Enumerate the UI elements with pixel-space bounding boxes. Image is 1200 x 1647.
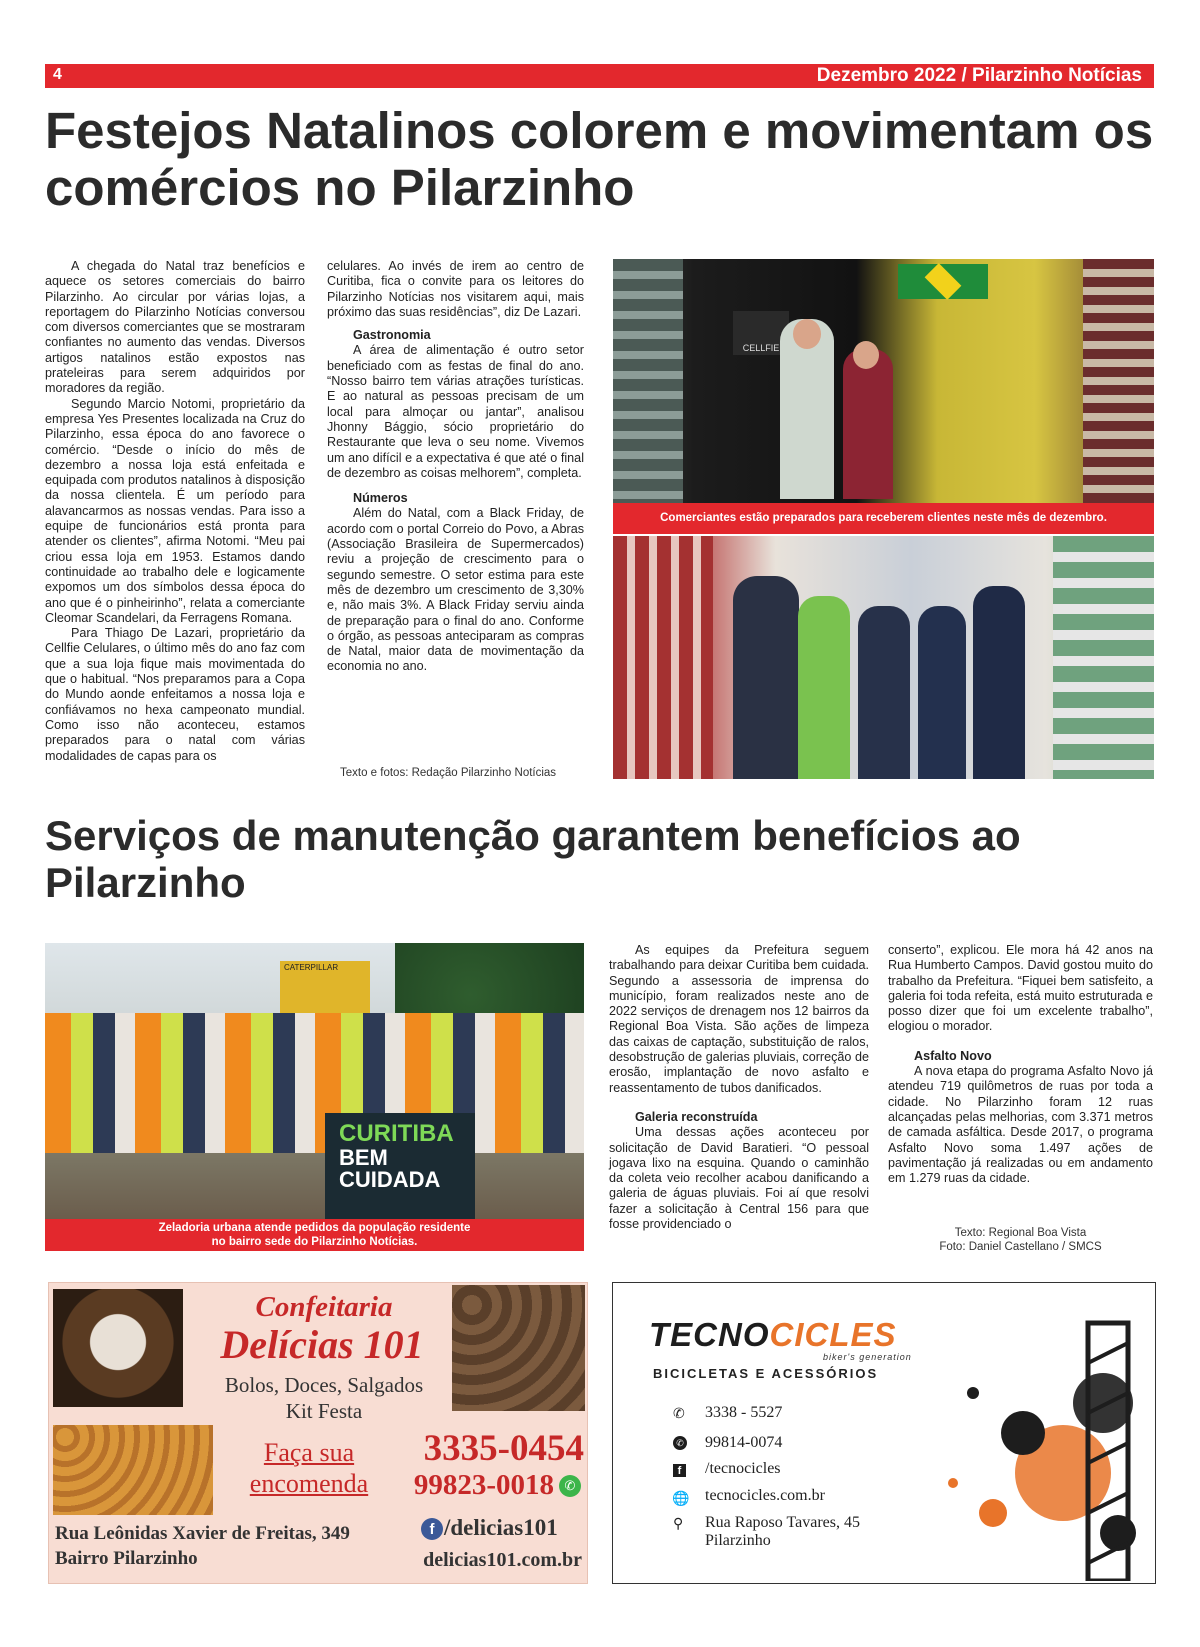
article2-credit: [888, 1226, 1153, 1254]
article1-paragraph: Segundo Marcio Notomi, proprietário da empresa Yes Presentes localizada na Cruz do Pilarzinho, essa época do ano favorece o comércio. “Desde o início do mês de dezembro a nossa loja está enfeitada e equipada com produtos natalinos à disposição da nossa clientela. É um período para alavancarmos as nossas vendas. Para isso a equipe de funcionários está pronta para atender os clientes”, afirma Notomi. “Meu pai criou essa loja em 1953. Estamos dando continuidade ao trabalho dele e logicamente expomos um dos símbolos dessa época do ano que é o pinheirinho”, relata a comerciante Cleomar Scandelari, da Ferragens Romana.: [45, 396, 305, 625]
excavator: [280, 961, 370, 1021]
whatsapp-icon: ✆: [673, 1436, 687, 1450]
cake-image: [53, 1289, 183, 1407]
phone-case-shelf: [613, 259, 683, 503]
location-icon: ⚲: [673, 1515, 684, 1531]
page-number: 4: [53, 66, 62, 83]
ad1-address: Bairro Pilarzinho: [55, 1548, 198, 1569]
brigadeiro-image: [452, 1285, 585, 1411]
store-sign: CELLFIE: [733, 311, 789, 355]
article1-credit: Texto e fotos: Redação Pilarzinho Notícias: [340, 767, 557, 779]
sign-line: CURITIBA: [339, 1120, 454, 1147]
person-silhouette: [733, 576, 799, 779]
person-silhouette: [798, 596, 850, 779]
ad2-website: tecnocicles.com.br: [705, 1487, 825, 1504]
article2-paragraph: conserto”, explicou. Ele mora há 42 anos na Rua Humberto Campos. David gostou muito do trabalho da Prefeitura. “Fiquei bem satisfeito, a galeria foi toda refeita, está muito estruturada e posso dizer que foi um excelente trabalho”, elogiou o morador.: [888, 943, 1153, 1034]
article1-paragraph: A área de alimentação é outro setor beneficiado com as festas de final do ano. “Nosso bairro tem várias atrações turísticas. E ao natural as pessoas precisam de um local para almoçar ou jantar”, analisou Jhonny Bággio, sócio proprietário do Restaurante que leva o seu nome. Vivemos um ano difícil e a expectativa é que até o final de dezembro as coisas melhorem”, completa.: [327, 343, 584, 480]
ad1-tagline: Bolos, Doces, Salgados: [224, 1373, 424, 1397]
article1-paragraph: Além do Natal, com a Black Friday, de acordo com o portal Correio do Povo, a Abras (Associação Brasileira de Supermercados) reviu a projeção de crescimento para o segundo semestre. O setor estima para este mês de dezembro um crescimento de 3,30% e, não mais 3%. A Black Friday serviu ainda de preparação para o final do ano. Conforme o órgão, as pessoas anteciparam as compras de Natal, maior data de movimentação da economia no ano.: [327, 506, 584, 674]
subheading-galeria: Galeria reconstruída: [635, 1109, 758, 1124]
ad1-facebook: /delicias101: [444, 1515, 558, 1540]
article2-title: Serviços de manutenção garantem benefícios ao Pilarzinho: [45, 812, 1021, 907]
photo-caption-maintenance: [45, 1219, 584, 1251]
article1-column-1: [45, 259, 305, 764]
article1-paragraph: A chegada do Natal traz benefícios e aquece os setores comerciais do bairro Pilarzinho. Ao circular por várias lojas, a reportagem do Pilarzinho Notícias conversou com diversos comerciantes que se mostraram confiantes no aumento das vendas. Diversos artigos natalinos estão expostos nas prateleiras para serem adquiridos por moradores da região.: [45, 259, 305, 396]
ad2-address: Pilarzinho: [705, 1532, 771, 1549]
ad2-phone: 3338 - 5527: [705, 1404, 783, 1421]
article2-paragraph: A nova etapa do programa Asfalto Novo já atendeu 719 quilômetros de ruas por toda a cidade. No Pilarzinho foram 12 ruas alcançadas pelas melhorias, com 3.371 metros de camada asfáltica. Desde 2017, o programa Asfalto Novo soma 1.497 ações de pavimentação já realizadas ou em andamento em 1.279 ruas da cidade.: [888, 1064, 1153, 1186]
header-bar: [45, 64, 1154, 88]
ad1-name-line1: Confeitaria: [255, 1291, 393, 1323]
caption-line: no bairro sede do Pilarzinho Notícias.: [211, 1236, 418, 1248]
ad2-subtitle: BICICLETAS E ACESSÓRIOS: [653, 1366, 879, 1381]
photo-caption-commerce: Comerciantes estão preparados para receberem clientes neste mês de dezembro.: [613, 503, 1154, 534]
article1-column-2: [327, 259, 584, 675]
splash-graphic: [913, 1283, 1153, 1581]
photo-cellfie-store: [613, 259, 1154, 503]
brazil-flag: [898, 264, 988, 299]
person-head: [853, 341, 879, 369]
ad1-name-line2: Delícias 101: [220, 1322, 424, 1367]
ad2-address: Rua Raposo Tavares, 45: [705, 1514, 860, 1531]
ad1-order-line: Faça sua: [263, 1438, 355, 1467]
article2-paragraph: As equipes da Prefeitura seguem trabalhando para deixar Curitiba bem cuidada. Segundo a assessoria de imprensa do município, foram realizados neste ano de 2022 serviços de drenagem nos 12 bairros da Regional Boa Vista. São ações de limpeza das caixas de captação, substituição de ralos, desobstrução de galerias pluviais, correção de erosão, implantação de novo asfalto e reassentamento de tubos danificados.: [609, 943, 869, 1095]
credit-line: Texto: Regional Boa Vista: [954, 1227, 1087, 1239]
whatsapp-icon: ✆: [559, 1475, 581, 1497]
person-silhouette: [973, 586, 1025, 779]
salgados-image: [53, 1425, 213, 1515]
article1-title: Festejos Natalinos colorem e movimentam os comércios no Pilarzinho: [45, 102, 1154, 217]
caption-line: Zeladoria urbana atende pedidos da população residente: [158, 1222, 471, 1234]
ad2-whatsapp: 99814-0074: [705, 1434, 783, 1451]
article2-column-1: [609, 943, 869, 1232]
article1-paragraph: Para Thiago De Lazari, proprietário da Cellfie Celulares, o último mês do ano faz com que a sua loja fique mais movimentada do que o habitual. “Nos preparamos para a Copa do Mundo aonde enfeitamos a nossa loja e confiávamos no hexa campeonato mundial. Como isso não aconteceu, estamos preparados para o natal com várias modalidades de capas para os: [45, 626, 305, 763]
brand-part: TECNO: [649, 1316, 770, 1353]
article1-paragraph: celulares. Ao invés de irem ao centro de Curitiba, fica o convite para os leitores do Pilarzinho Notícias nos visitarem aqui, mais próximo das suas residências”, diz De Lazari.: [327, 259, 584, 319]
ad1-phone: 3335-0454: [423, 1428, 584, 1469]
ad2-brand-tag: biker's generation: [823, 1352, 912, 1362]
person-head: [793, 319, 821, 349]
christmas-decor: [613, 536, 713, 779]
phone-icon: ✆: [673, 1405, 685, 1421]
ad1-address: Rua Leônidas Xavier de Freitas, 349: [55, 1523, 350, 1544]
subheading-asfalto: Asfalto Novo: [914, 1048, 992, 1063]
machine-label: CATERPILLAR: [284, 963, 339, 972]
subheading-numeros: Números: [353, 491, 408, 506]
facebook-icon: f: [673, 1464, 686, 1477]
photo-yes-presentes-team: [613, 536, 1154, 779]
ad-confeitaria: [48, 1282, 588, 1584]
subheading-gastronomia: Gastronomia: [353, 328, 431, 343]
crowd-of-workers: [45, 1013, 584, 1153]
accessory-wall: [1083, 259, 1154, 503]
ad-tecnocicles: [612, 1282, 1156, 1584]
facebook-icon: f: [421, 1518, 443, 1540]
ad1-whatsapp: 99823-0018: [413, 1469, 554, 1501]
curitiba-sign: [325, 1113, 475, 1219]
article2-column-2: [888, 943, 1153, 1186]
credit-line: Foto: Daniel Castellano / SMCS: [939, 1241, 1102, 1253]
article2-paragraph: Uma dessas ações aconteceu por solicitação de David Baratieri. “O pessoal jogava lixo na esquina. Quando o caminhão da coleta veio recolher acabou danificando a galeria de águas pluviais. Foi aí que resolvi fazer a solicitação à Central 156 para que fosse providenciado o: [609, 1125, 869, 1232]
person-silhouette: [918, 606, 966, 779]
person-silhouette: [843, 349, 893, 499]
ad2-facebook: /tecnocicles: [705, 1460, 781, 1477]
sign-line: CUIDADA: [339, 1167, 441, 1192]
photo-maintenance-team: [45, 943, 584, 1219]
ad1-order-line: encomenda: [249, 1469, 369, 1498]
store-shelves: [1053, 536, 1154, 779]
issue-label: Dezembro 2022 / Pilarzinho Notícias: [816, 65, 1142, 86]
ad1-website: delicias101.com.br: [423, 1549, 582, 1571]
globe-icon: 🌐: [672, 1490, 690, 1506]
person-silhouette: [858, 606, 910, 779]
sign-line: BEM: [339, 1145, 388, 1170]
ad1-tagline: Kit Festa: [285, 1399, 363, 1423]
ad2-brand: [649, 1316, 897, 1354]
brand-part: CICLES: [769, 1316, 897, 1353]
